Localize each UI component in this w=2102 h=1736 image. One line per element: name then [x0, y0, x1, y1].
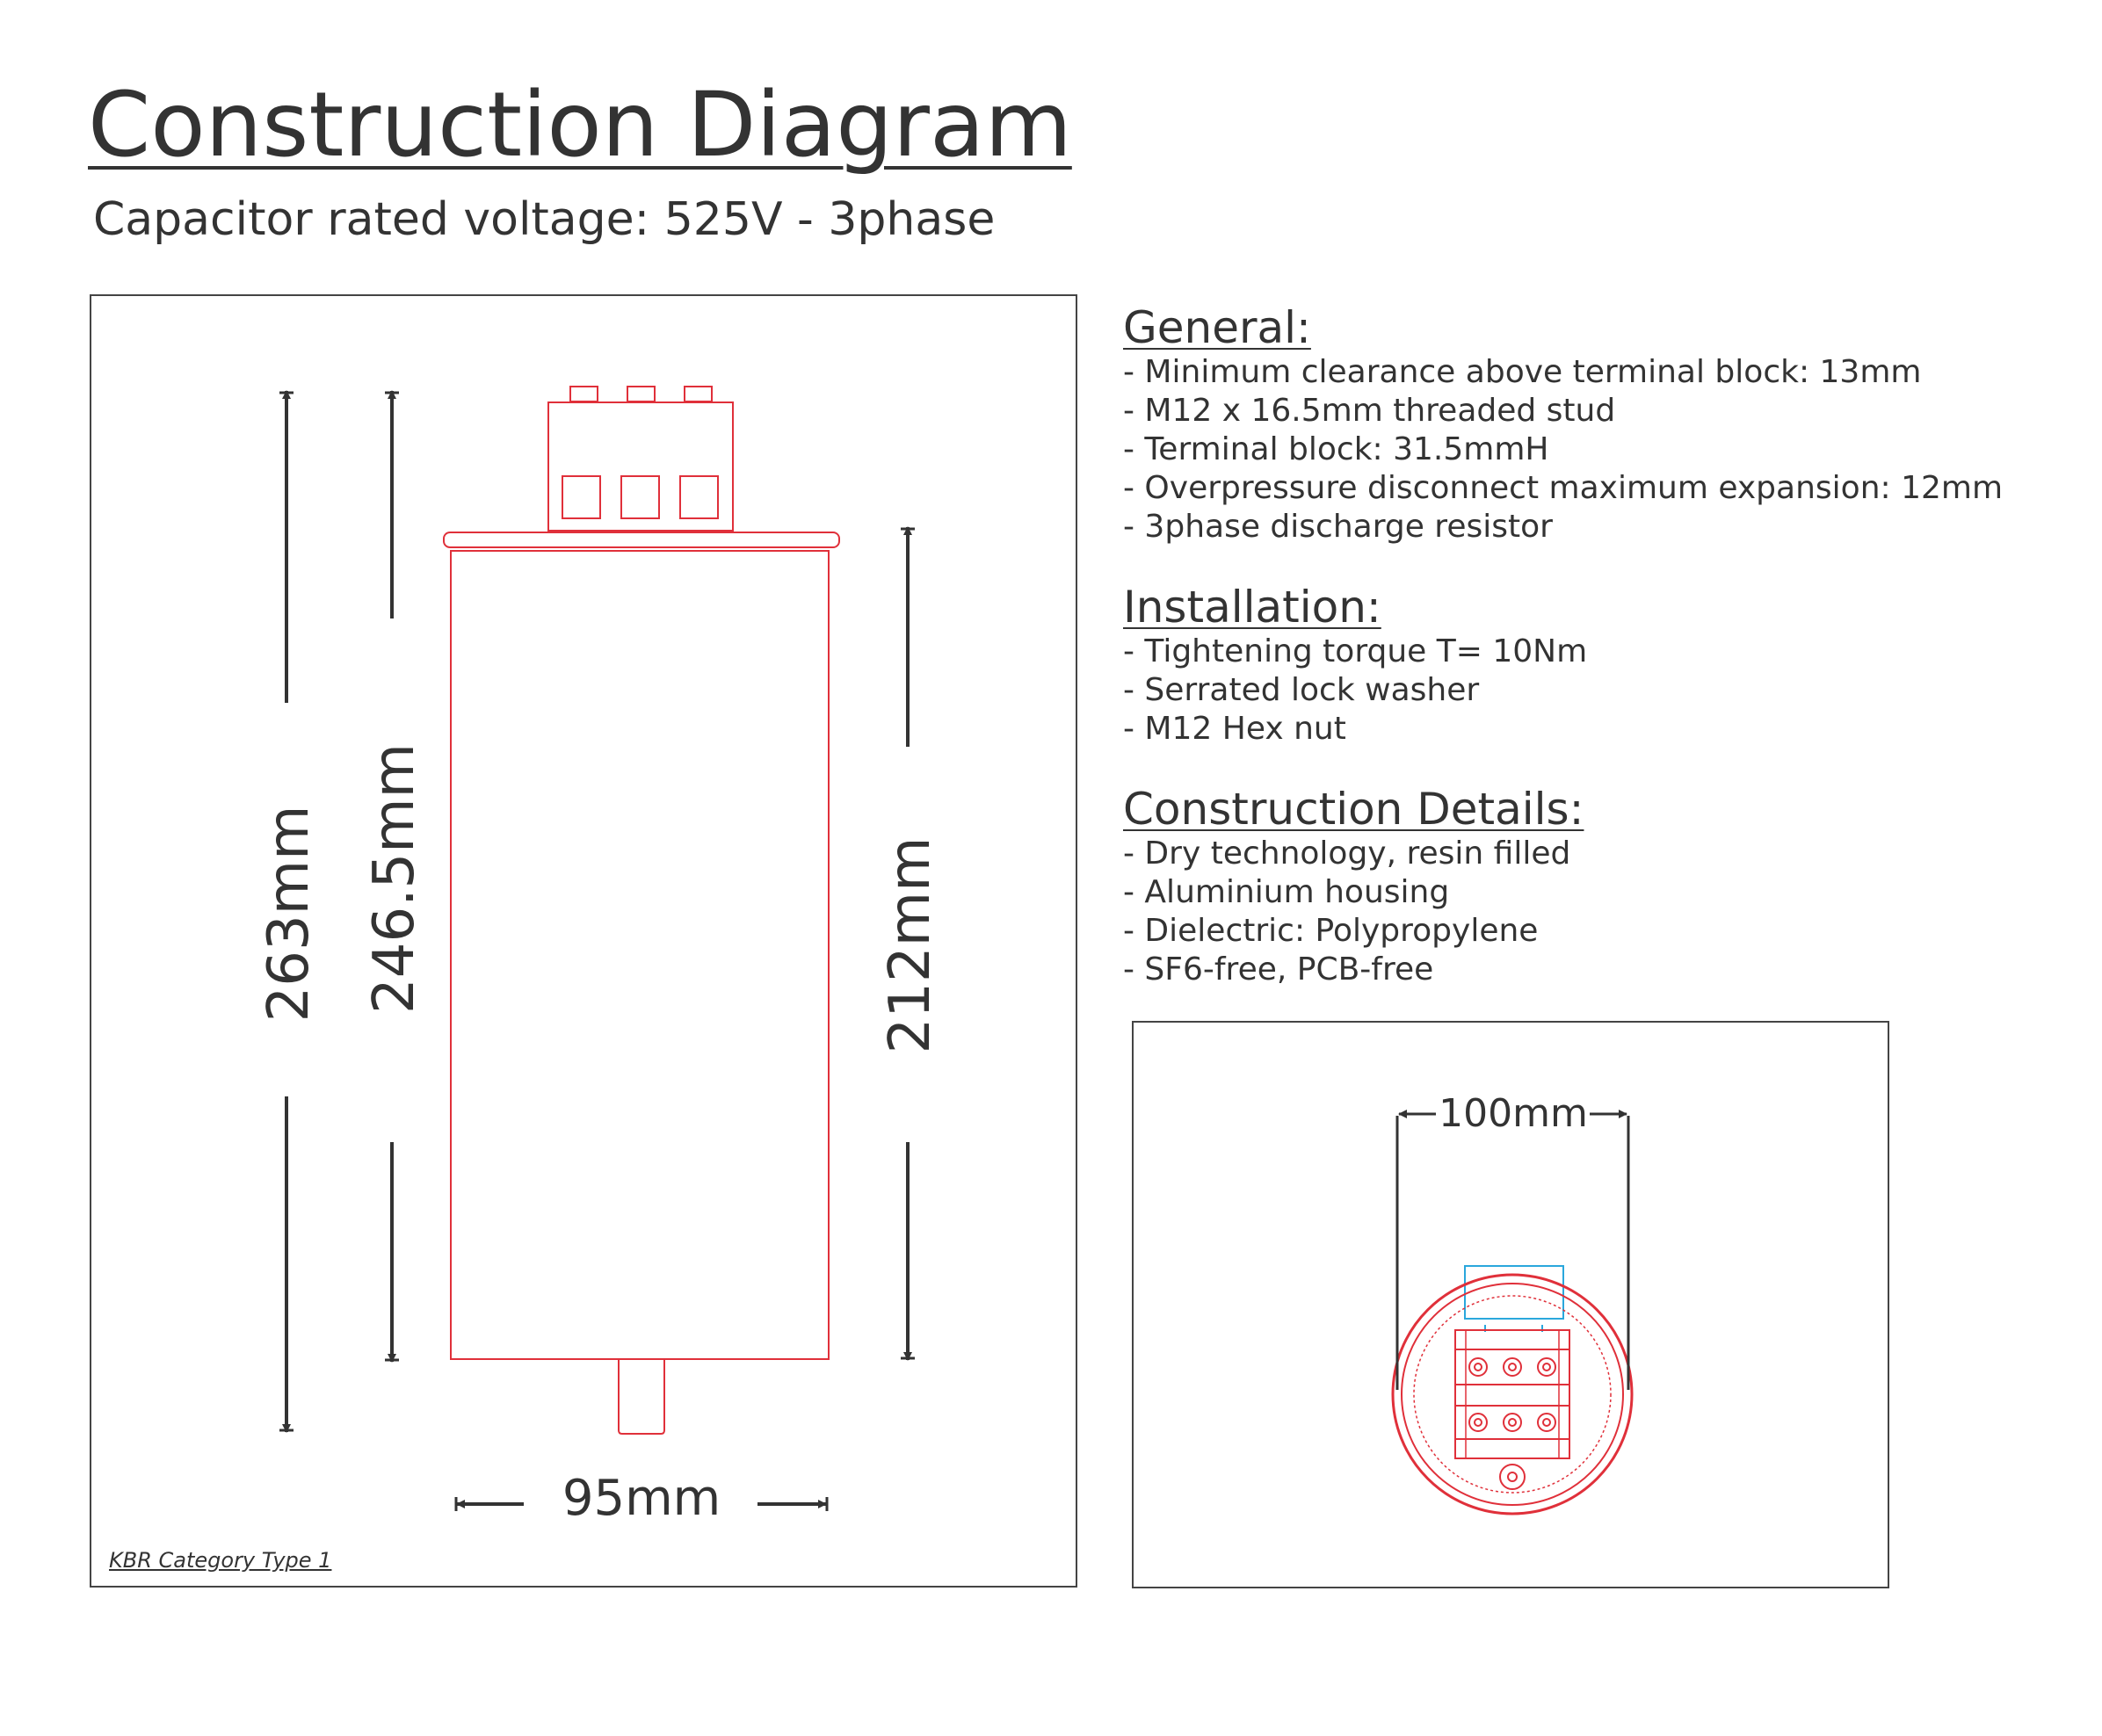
spec-item: - Terminal block: 31.5mmH — [1123, 431, 1549, 467]
spec-item: - M12 x 16.5mm threaded stud — [1123, 393, 1616, 429]
dim-label-diameter: 100mm — [1439, 1091, 1588, 1136]
spec-item: - Aluminium housing — [1123, 874, 1450, 910]
terminal-tab — [627, 387, 655, 401]
dim-label-housing-height: 212mm — [878, 836, 943, 1054]
spec-item: - Serrated lock washer — [1123, 672, 1480, 708]
terminal-slot — [621, 476, 659, 518]
terminal-slot — [680, 476, 718, 518]
housing-lid — [444, 532, 839, 547]
terminal-tab — [570, 387, 598, 401]
top-view-panel — [1132, 1021, 1889, 1588]
section-heading: Construction Details: — [1123, 784, 1584, 835]
spec-item: - SF6-free, PCB-free — [1123, 951, 1434, 987]
spec-item: - Tightening torque T= 10Nm — [1123, 633, 1588, 669]
section-general — [1123, 302, 2072, 546]
capacitor-side-view — [444, 387, 839, 1434]
category-footnote: KBR Category Type 1 — [109, 1548, 332, 1573]
spec-item: - Dielectric: Polypropylene — [1123, 913, 1539, 949]
terminal-slot — [562, 476, 600, 518]
spec-item: - M12 Hex nut — [1123, 711, 1346, 747]
spec-item: - Minimum clearance above terminal block: 13mm — [1123, 354, 1922, 390]
section-heading: General: — [1123, 302, 1311, 353]
dim-label-total-height: 263mm — [257, 805, 322, 1023]
threaded-stud — [619, 1360, 664, 1434]
page-subtitle: Capacitor rated voltage: 525V - 3phase — [93, 193, 996, 246]
page-title: Construction Diagram — [88, 73, 1072, 177]
section-construction-details — [1123, 784, 2072, 989]
section-installation — [1123, 582, 2072, 749]
dim-label-height-to-terminal: 246.5mm — [362, 743, 427, 1014]
terminal-tab — [685, 387, 712, 401]
spec-info — [1123, 302, 2072, 989]
spec-item: - Dry technology, resin filled — [1123, 835, 1571, 872]
dim-label-housing-width: 95mm — [562, 1470, 721, 1527]
spec-item: - 3phase discharge resistor — [1123, 509, 1553, 545]
terminal-block — [548, 402, 733, 531]
housing-body — [451, 551, 829, 1359]
section-heading: Installation: — [1123, 582, 1381, 633]
spec-item: - Overpressure disconnect maximum expansion: 12mm — [1123, 470, 2004, 506]
